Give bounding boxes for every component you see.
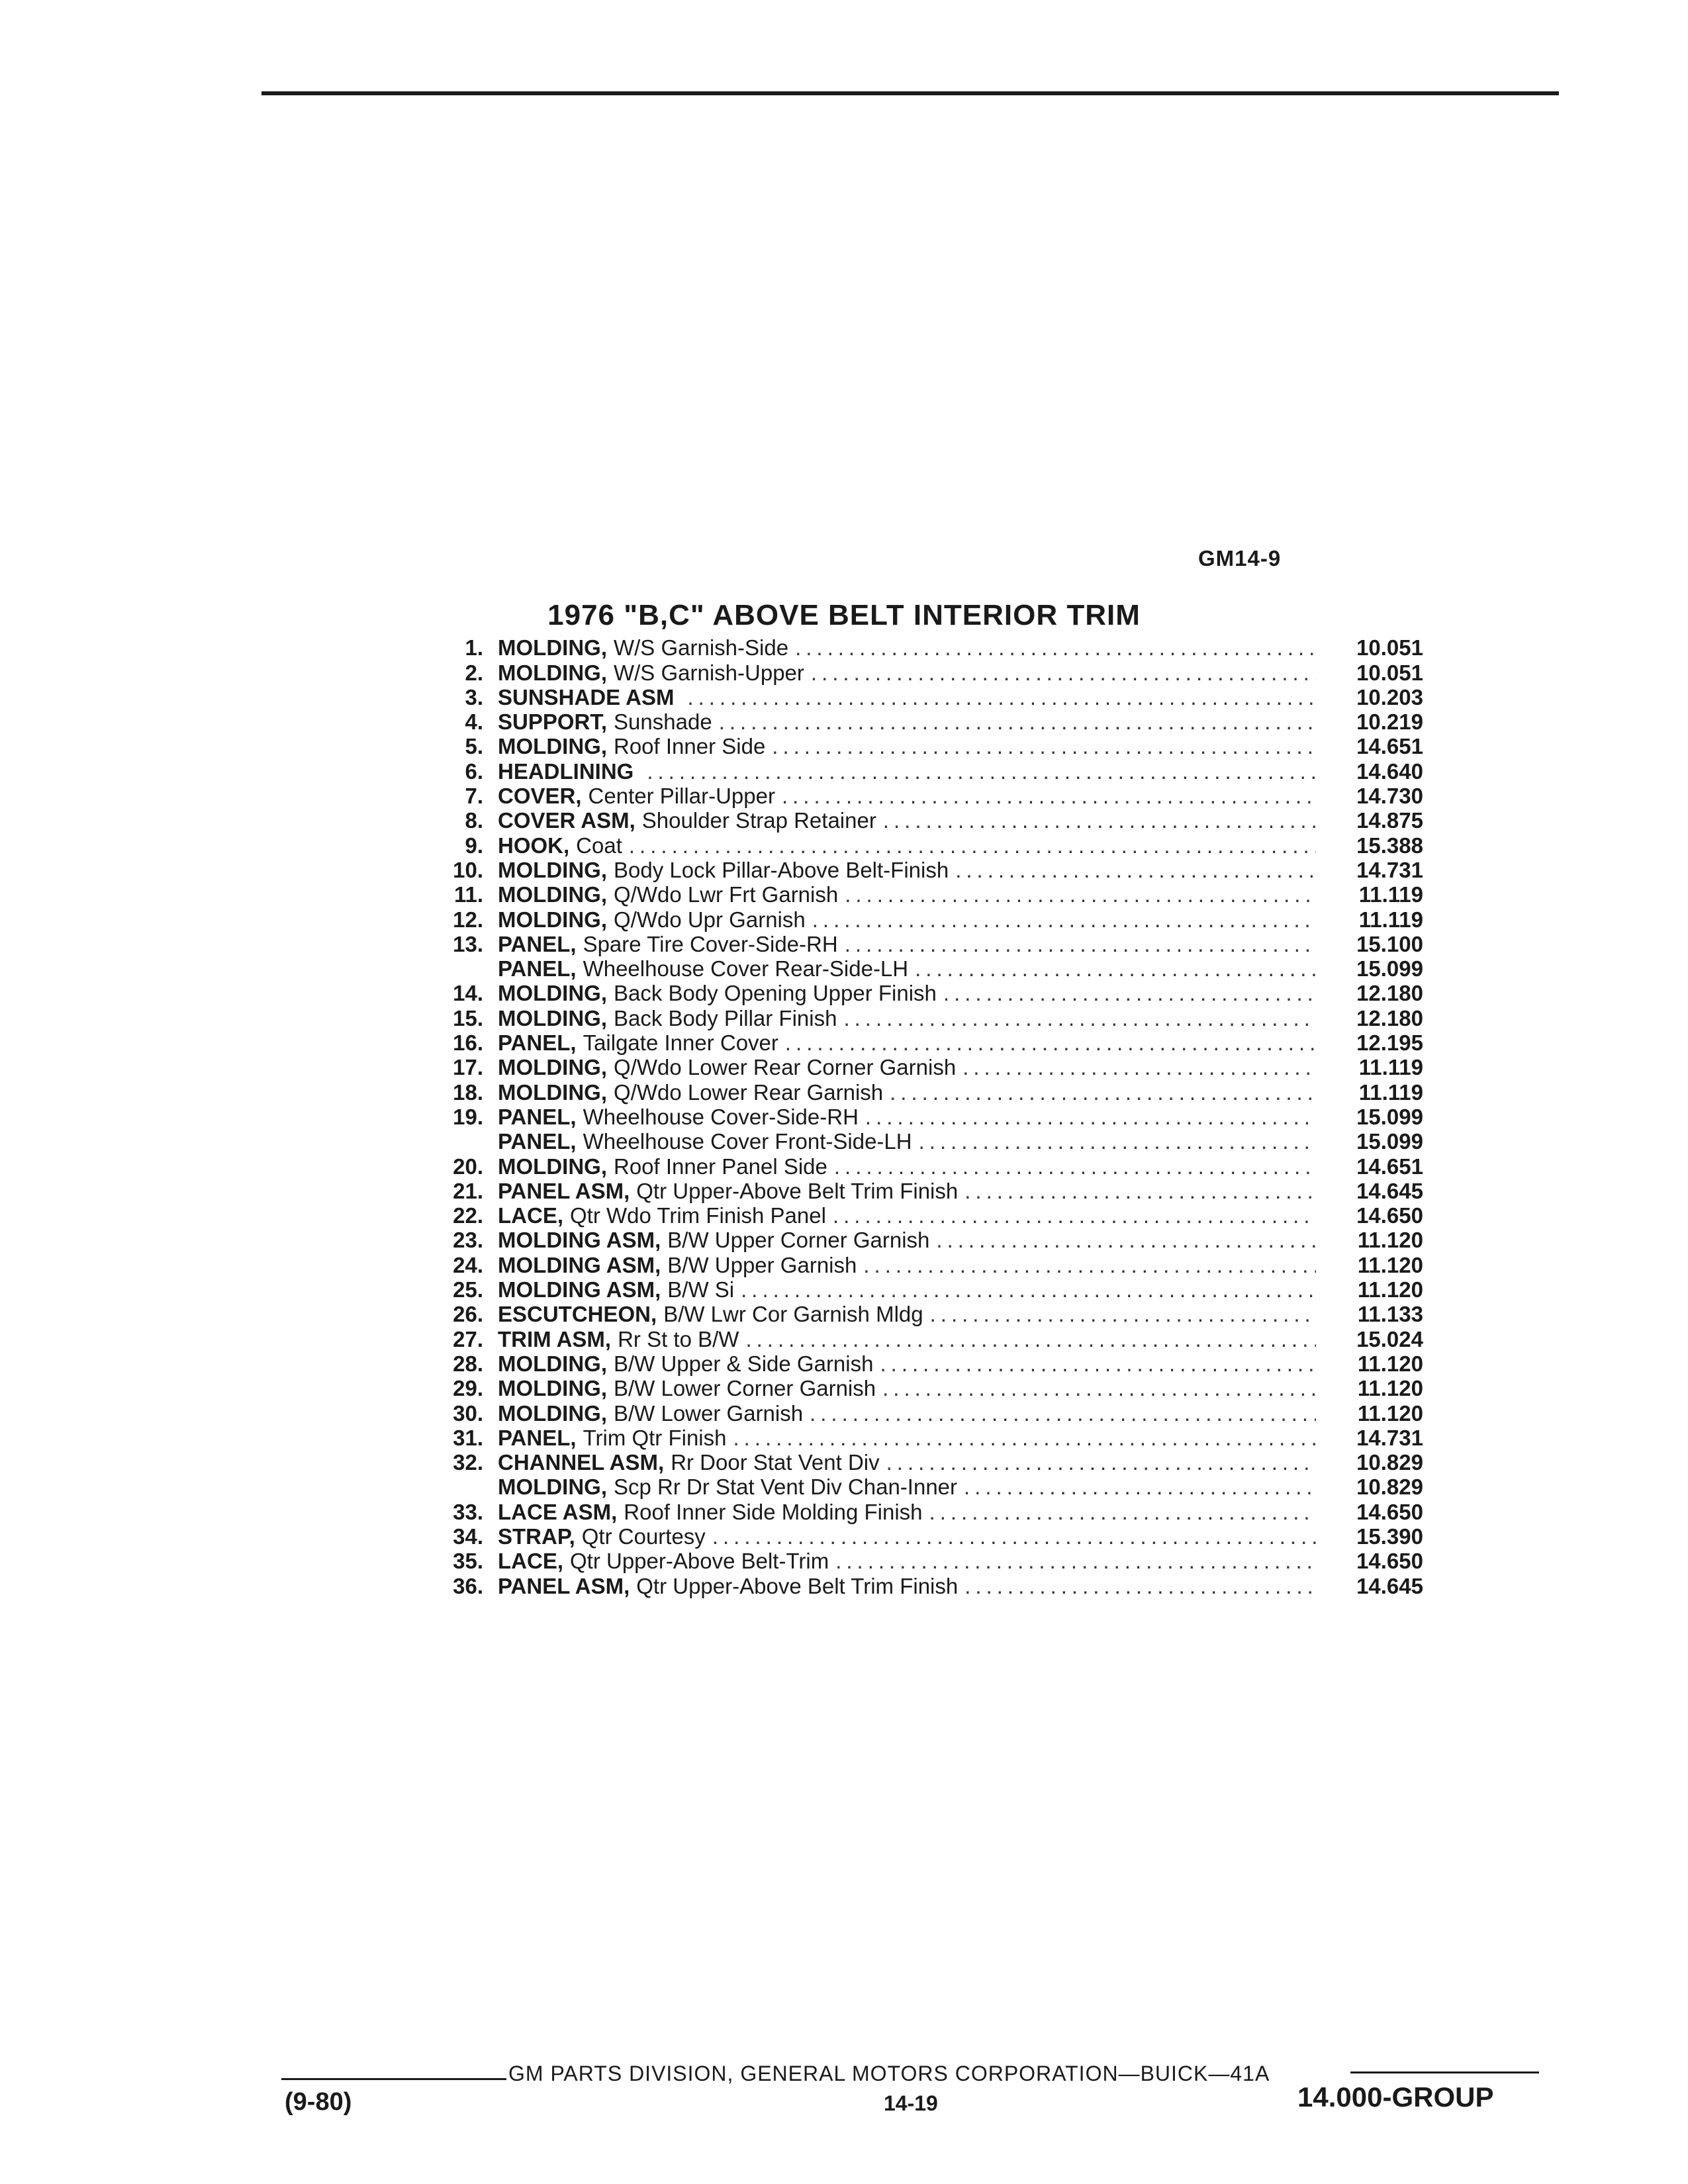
- dot-leader: [845, 932, 1316, 956]
- part-spec: Tailgate Inner Cover: [583, 1030, 778, 1056]
- list-item: [417, 709, 1423, 734]
- item-number: 21.: [453, 1178, 483, 1203]
- part-spec: Roof Inner Side Molding Finish: [624, 1499, 923, 1524]
- item-description: [498, 1129, 1316, 1154]
- part-spec: Shoulder Strap Retainer: [641, 808, 876, 833]
- list-item: [417, 1524, 1423, 1549]
- dot-leader: [962, 1055, 1316, 1079]
- list-item: [417, 1079, 1423, 1104]
- part-code: 15.099: [1356, 1104, 1423, 1129]
- item-number: 31.: [453, 1425, 483, 1450]
- part-spec: Q/Wdo Upr Garnish: [613, 907, 806, 932]
- item-number: 15.: [453, 1005, 483, 1030]
- part-code: 11.120: [1357, 1351, 1423, 1376]
- part-code: 10.219: [1356, 709, 1423, 735]
- footer-rule-right: [1350, 2071, 1539, 2073]
- item-number: 14.: [453, 981, 483, 1006]
- part-code: 12.180: [1356, 1005, 1423, 1030]
- dot-leader: [782, 784, 1316, 808]
- part-spec: Q/Wdo Lwr Frt Garnish: [613, 882, 839, 907]
- part-spec: Body Lock Pillar-Above Belt-Finish: [613, 857, 949, 882]
- part-name: PANEL,: [498, 931, 577, 956]
- dot-leader: [882, 1376, 1316, 1400]
- part-name: MOLDING,: [498, 635, 607, 660]
- dot-leader: [943, 981, 1316, 1005]
- list-item: [417, 734, 1423, 758]
- dot-leader: [936, 1228, 1316, 1252]
- item-description: [498, 759, 1316, 784]
- part-spec: Q/Wdo Lower Rear Garnish: [613, 1079, 884, 1105]
- part-name: PANEL,: [498, 1030, 577, 1056]
- list-item: [417, 1154, 1423, 1178]
- item-number: 23.: [453, 1228, 483, 1253]
- dot-leader: [810, 1401, 1316, 1426]
- part-code: 15.099: [1356, 1129, 1423, 1154]
- part-name: MOLDING,: [498, 1400, 607, 1426]
- part-code: 11.119: [1358, 882, 1423, 907]
- item-number: 4.: [465, 709, 483, 735]
- part-spec: Qtr Upper-Above Belt-Trim: [570, 1549, 829, 1574]
- item-number: 24.: [453, 1252, 483, 1277]
- item-number: 11.: [453, 882, 483, 907]
- dot-leader: [812, 907, 1316, 932]
- part-code: 11.119: [1358, 1055, 1423, 1080]
- part-name: MOLDING ASM,: [498, 1228, 661, 1253]
- list-item: [417, 758, 1423, 783]
- item-number: 36.: [453, 1573, 483, 1598]
- item-number: 22.: [453, 1203, 483, 1228]
- dot-leader: [834, 1154, 1316, 1179]
- part-name: SUPPORT,: [498, 709, 608, 735]
- dot-leader: [930, 1302, 1316, 1326]
- list-item: [417, 1252, 1423, 1277]
- item-description: [498, 1351, 1316, 1376]
- part-code: 15.100: [1356, 931, 1423, 956]
- list-item: [417, 1105, 1423, 1129]
- part-name: MOLDING,: [498, 981, 607, 1006]
- item-description: [498, 1179, 1316, 1203]
- item-description: [498, 1154, 1316, 1179]
- part-name: PANEL,: [498, 1129, 577, 1154]
- item-description: [498, 1450, 1316, 1475]
- item-description: [498, 1426, 1316, 1450]
- part-code: 14.645: [1356, 1573, 1423, 1598]
- part-code: 12.195: [1356, 1030, 1423, 1056]
- part-code: 14.875: [1356, 808, 1423, 833]
- part-name: PANEL ASM,: [498, 1178, 630, 1203]
- list-item: [417, 1030, 1423, 1055]
- item-number: 5.: [465, 734, 483, 759]
- part-spec: Qtr Upper-Above Belt Trim Finish: [636, 1573, 959, 1598]
- part-code: 10.829: [1356, 1450, 1423, 1475]
- list-item: [417, 858, 1423, 882]
- item-description: [498, 956, 1316, 981]
- part-spec: Coat: [576, 833, 622, 858]
- top-rule: [261, 91, 1559, 95]
- list-item: [417, 981, 1423, 1005]
- part-name: MOLDING,: [498, 734, 607, 759]
- item-description: [498, 1401, 1316, 1426]
- item-description: [498, 1574, 1316, 1598]
- part-name: HOOK,: [498, 833, 570, 858]
- item-description: [498, 808, 1316, 833]
- item-description: [498, 1302, 1316, 1326]
- part-spec: B/W Lower Corner Garnish: [613, 1376, 876, 1401]
- item-number: 9.: [465, 833, 483, 858]
- item-description: [498, 1105, 1316, 1129]
- item-description: [498, 907, 1316, 932]
- item-description: [498, 1277, 1316, 1302]
- part-code: 14.640: [1356, 758, 1423, 784]
- list-item: [417, 1499, 1423, 1524]
- part-spec: Q/Wdo Lower Rear Corner Garnish: [613, 1055, 957, 1080]
- item-number: 8.: [465, 808, 483, 833]
- item-number: 32.: [453, 1450, 483, 1475]
- part-code: 10.051: [1356, 635, 1423, 660]
- item-number: 27.: [453, 1326, 483, 1351]
- dot-leader: [883, 808, 1316, 833]
- part-name: TRIM ASM,: [498, 1326, 612, 1351]
- part-code: 11.120: [1357, 1277, 1423, 1302]
- item-description: [498, 981, 1316, 1005]
- part-spec: Trim Qtr Finish: [583, 1425, 727, 1450]
- page-number: 14-19: [884, 2091, 938, 2115]
- item-description: [498, 932, 1316, 956]
- footer-rule-left: [281, 2078, 506, 2080]
- part-name: MOLDING,: [498, 1351, 607, 1376]
- item-description: [498, 1055, 1316, 1079]
- part-code: 15.388: [1356, 833, 1423, 858]
- part-code: 14.651: [1356, 1154, 1423, 1179]
- dot-leader: [919, 1129, 1316, 1154]
- part-code: 10.203: [1356, 684, 1423, 709]
- dot-leader: [890, 1080, 1316, 1105]
- part-code: 14.645: [1356, 1178, 1423, 1203]
- part-spec: B/W Upper Corner Garnish: [667, 1228, 930, 1253]
- list-item: [417, 907, 1423, 931]
- item-number: 33.: [453, 1499, 483, 1524]
- list-item: [417, 956, 1423, 981]
- part-name: MOLDING,: [498, 857, 607, 882]
- list-item: [417, 1302, 1423, 1326]
- list-item: [417, 1573, 1423, 1598]
- item-description: [498, 734, 1316, 758]
- item-description: [498, 1228, 1316, 1252]
- list-item: [417, 1228, 1423, 1252]
- list-item: [417, 1549, 1423, 1573]
- part-code: 15.024: [1356, 1326, 1423, 1351]
- list-item: [417, 1326, 1423, 1351]
- part-spec: Sunshade: [614, 709, 712, 735]
- part-name: COVER ASM,: [498, 808, 635, 833]
- part-spec: Spare Tire Cover-Side-RH: [583, 931, 838, 956]
- list-item: [417, 1179, 1423, 1203]
- item-description: [498, 685, 1316, 709]
- dot-leader: [772, 734, 1316, 758]
- part-code: 14.650: [1356, 1203, 1423, 1228]
- dot-leader: [929, 1500, 1316, 1524]
- part-name: PANEL,: [498, 1425, 577, 1450]
- part-spec: Back Body Opening Upper Finish: [613, 981, 937, 1006]
- item-description: [498, 1475, 1316, 1499]
- part-code: 12.180: [1356, 981, 1423, 1006]
- dot-leader: [647, 759, 1316, 784]
- part-name: MOLDING,: [498, 1475, 607, 1500]
- item-description: [498, 1524, 1316, 1549]
- item-number: 3.: [465, 684, 483, 709]
- part-code: 14.650: [1356, 1549, 1423, 1574]
- part-code: 11.120: [1357, 1376, 1423, 1401]
- dot-leader: [712, 1524, 1316, 1549]
- part-name: PANEL,: [498, 1104, 577, 1129]
- list-item: [417, 1203, 1423, 1228]
- list-item: [417, 1129, 1423, 1154]
- part-spec: Wheelhouse Cover Front-Side-LH: [583, 1129, 912, 1154]
- item-description: [498, 1376, 1316, 1400]
- part-name: CHANNEL ASM,: [498, 1450, 665, 1475]
- dot-leader: [915, 956, 1316, 981]
- part-name: MOLDING ASM,: [498, 1252, 661, 1277]
- dot-leader: [733, 1426, 1317, 1450]
- part-code: 15.099: [1356, 956, 1423, 981]
- part-name: MOLDING,: [498, 1154, 607, 1179]
- item-description: [498, 1006, 1316, 1030]
- part-spec: W/S Garnish-Upper: [613, 660, 804, 685]
- part-name: HEADLINING: [498, 758, 634, 784]
- item-number: 28.: [453, 1351, 483, 1376]
- revision-date: (9-80): [285, 2088, 352, 2116]
- dot-leader: [964, 1179, 1316, 1203]
- item-description: [498, 1327, 1316, 1351]
- part-spec: Qtr Courtesy: [581, 1524, 706, 1549]
- part-name: MOLDING,: [498, 660, 607, 685]
- part-spec: Rr Door Stat Vent Div: [671, 1450, 880, 1475]
- list-item: [417, 1426, 1423, 1450]
- item-description: [498, 858, 1316, 882]
- part-name: MOLDING ASM,: [498, 1277, 661, 1302]
- item-description: [498, 784, 1316, 808]
- part-spec: B/W Lower Garnish: [613, 1400, 804, 1426]
- part-spec: Center Pillar-Upper: [588, 784, 775, 809]
- list-item: [417, 660, 1423, 684]
- part-code: 14.731: [1356, 1425, 1423, 1450]
- part-spec: B/W Lwr Cor Garnish Mldg: [663, 1302, 923, 1327]
- part-spec: Wheelhouse Cover-Side-RH: [583, 1104, 859, 1129]
- dot-leader: [955, 858, 1316, 882]
- list-item: [417, 833, 1423, 857]
- item-number: 12.: [453, 907, 483, 932]
- list-item: [417, 1475, 1423, 1499]
- dot-leader: [964, 1574, 1316, 1598]
- part-code: 14.731: [1356, 857, 1423, 882]
- part-code: 11.119: [1358, 1079, 1423, 1105]
- item-number: 30.: [453, 1400, 483, 1426]
- part-code: 11.119: [1358, 907, 1423, 932]
- item-description: [498, 1030, 1316, 1055]
- item-description: [498, 833, 1316, 858]
- item-number: 17.: [453, 1055, 483, 1080]
- group-label: 14.000-GROUP: [1297, 2081, 1494, 2113]
- part-code: 11.120: [1357, 1228, 1423, 1253]
- dot-leader: [745, 1327, 1316, 1351]
- item-number: 18.: [453, 1079, 483, 1105]
- part-spec: Qtr Wdo Trim Finish Panel: [570, 1203, 826, 1228]
- footer-corporation: GM PARTS DIVISION, GENERAL MOTORS CORPORATION—BUICK—41A: [508, 2062, 1270, 2085]
- item-number: 29.: [453, 1376, 483, 1401]
- dot-leader: [886, 1450, 1316, 1475]
- dot-leader: [785, 1030, 1316, 1055]
- part-code: 14.650: [1356, 1499, 1423, 1524]
- dot-leader: [843, 1006, 1316, 1030]
- part-name: COVER,: [498, 784, 582, 809]
- item-number: 26.: [453, 1302, 483, 1327]
- part-spec: B/W Si: [667, 1277, 735, 1302]
- list-item: [417, 784, 1423, 808]
- part-code: 15.390: [1356, 1524, 1423, 1549]
- part-code: 11.120: [1357, 1400, 1423, 1426]
- item-number: 20.: [453, 1154, 483, 1179]
- item-number: 7.: [465, 784, 483, 809]
- part-spec: Wheelhouse Cover Rear-Side-LH: [583, 956, 909, 981]
- item-description: [498, 1549, 1316, 1573]
- list-item: [417, 1400, 1423, 1425]
- list-item: [417, 1351, 1423, 1376]
- item-number: 16.: [453, 1030, 483, 1056]
- part-name: MOLDING,: [498, 1079, 607, 1105]
- part-code: 11.133: [1357, 1302, 1423, 1327]
- part-spec: B/W Upper & Side Garnish: [613, 1351, 874, 1376]
- list-item: [417, 685, 1423, 709]
- part-name: LACE,: [498, 1549, 563, 1574]
- item-number: 19.: [453, 1104, 483, 1129]
- part-spec: Rr St to B/W: [618, 1326, 739, 1351]
- part-code: 14.651: [1356, 734, 1423, 759]
- list-item: [417, 1376, 1423, 1400]
- item-number: 6.: [465, 758, 483, 784]
- part-name: LACE ASM,: [498, 1499, 618, 1524]
- part-code: 10.829: [1356, 1475, 1423, 1500]
- list-item: [417, 882, 1423, 907]
- dot-leader: [835, 1549, 1316, 1573]
- part-code: 11.120: [1357, 1252, 1423, 1277]
- item-description: [498, 635, 1316, 660]
- parts-list: [417, 635, 1423, 1598]
- part-name: PANEL ASM,: [498, 1573, 630, 1598]
- item-number: 34.: [453, 1524, 483, 1549]
- part-spec: W/S Garnish-Side: [613, 635, 789, 660]
- dot-leader: [964, 1475, 1316, 1499]
- part-name: MOLDING,: [498, 882, 607, 907]
- item-number: 13.: [453, 931, 483, 956]
- dot-leader: [811, 660, 1316, 685]
- item-number: 10.: [453, 857, 483, 882]
- dot-leader: [865, 1105, 1316, 1129]
- part-spec: Scp Rr Dr Stat Vent Div Chan-Inner: [613, 1475, 958, 1500]
- part-name: MOLDING,: [498, 1376, 607, 1401]
- item-number: 1.: [465, 635, 483, 660]
- item-description: [498, 709, 1316, 734]
- part-name: STRAP,: [498, 1524, 575, 1549]
- dot-leader: [741, 1277, 1316, 1302]
- part-name: MOLDING,: [498, 907, 607, 932]
- dot-leader: [629, 833, 1316, 858]
- item-description: [498, 660, 1316, 685]
- dot-leader: [833, 1203, 1316, 1228]
- part-name: ESCUTCHEON,: [498, 1302, 657, 1327]
- part-spec: Roof Inner Panel Side: [613, 1154, 827, 1179]
- part-name: MOLDING,: [498, 1005, 607, 1030]
- dot-leader: [845, 882, 1316, 907]
- item-number: 35.: [453, 1549, 483, 1574]
- dot-leader: [880, 1351, 1316, 1376]
- dot-leader: [719, 709, 1316, 734]
- dot-leader: [863, 1253, 1316, 1277]
- list-item: [417, 1450, 1423, 1475]
- part-spec: B/W Upper Garnish: [667, 1252, 857, 1277]
- figure-id: GM14-9: [1198, 546, 1282, 570]
- part-code: 14.730: [1356, 784, 1423, 809]
- item-number: 25.: [453, 1277, 483, 1302]
- part-spec: Roof Inner Side: [613, 734, 766, 759]
- dot-leader: [687, 685, 1316, 709]
- item-description: [498, 1500, 1316, 1524]
- item-number: 2.: [465, 660, 483, 685]
- part-name: PANEL,: [498, 956, 577, 981]
- list-item: [417, 1277, 1423, 1302]
- part-spec: Qtr Upper-Above Belt Trim Finish: [636, 1178, 959, 1203]
- item-description: [498, 1253, 1316, 1277]
- list-item: [417, 635, 1423, 660]
- part-name: SUNSHADE ASM: [498, 684, 675, 709]
- list-item: [417, 1005, 1423, 1030]
- list-item: [417, 932, 1423, 956]
- item-description: [498, 1203, 1316, 1228]
- part-code: 10.051: [1356, 660, 1423, 685]
- part-spec: Back Body Pillar Finish: [613, 1005, 837, 1030]
- item-description: [498, 1080, 1316, 1105]
- list-item: [417, 1055, 1423, 1079]
- part-name: MOLDING,: [498, 1055, 607, 1080]
- part-name: LACE,: [498, 1203, 563, 1228]
- page-title: 1976 "B,C" ABOVE BELT INTERIOR TRIM: [547, 599, 1141, 631]
- dot-leader: [795, 635, 1316, 660]
- list-item: [417, 808, 1423, 833]
- item-description: [498, 882, 1316, 907]
